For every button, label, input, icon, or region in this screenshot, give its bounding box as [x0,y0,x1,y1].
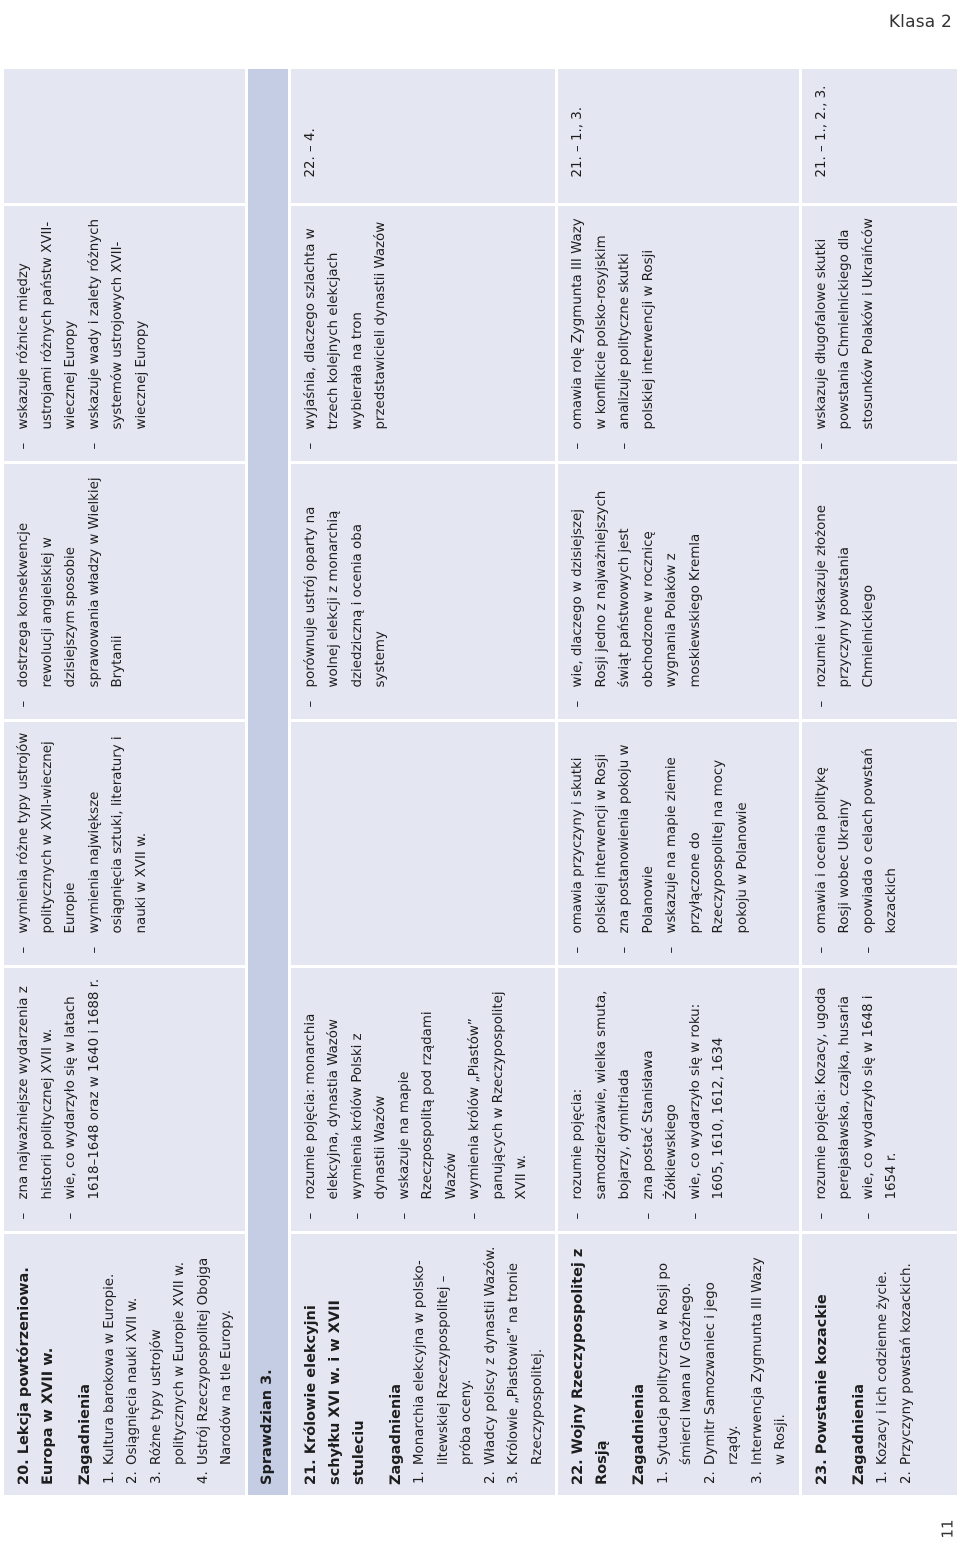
requirement-item: – wie, co wydarzyło się w 1648 i 1654 r. [857,979,904,1222]
requirement-item: – wskazuje na mapie ziemie przyłączone do Rzeczypospolitej na mocy pokoju w Polanowie [660,733,754,956]
requirements-list [810,979,904,1222]
curriculum-table-wrapper [4,68,957,1495]
lesson-title: 21. Królowie elekcyjni schyłku XVI w. i w XVII stuleciu [302,1300,367,1485]
requirement-item: – wie, co wydarzyło się w roku: 1605, 1610, 1612, 1634 [684,979,731,1222]
requirements-list [12,979,106,1222]
zagadnienia-heading: Zagadnienia [387,1383,404,1485]
requirements-list [566,217,660,452]
requirements-list [566,979,731,1222]
zagadnienie-item: 1. Monarchia elekcyjna w polsko-litewskiej Rzeczypospolitej – próba oceny. [408,1245,479,1468]
lesson-row [4,68,246,1495]
requirements-cell-level-1 [4,967,246,1233]
curriculum-table [4,68,957,1495]
zagadnienie-item: 3. Interwencja Zygmunta III Wazy w Rosji. [746,1245,793,1468]
requirements-list [566,733,754,956]
requirement-item: – porównuje ustrój oparty na wolnej elekcji z monarchią dziedziczną i ocenia oba systemy [299,475,393,710]
reference-cell [4,68,246,205]
requirements-cell-level-3 [4,463,246,721]
requirements-list [810,217,881,452]
requirement-item: – wie, co wydarzyło się w latach 1618–1648 oraz w 1640 i 1688 r. [59,979,106,1222]
reference-cell [800,68,957,205]
reference-cell [557,68,801,205]
requirement-item: – opowiada o celach powstań kozackich [857,733,904,956]
zagadnienia-heading: Zagadnienia [631,1383,647,1485]
requirement-item: – zna postanowienia pokoju w Polanowie [613,733,660,956]
requirements-cell-level-3 [557,463,801,721]
zagadnienie-item: 2. Władcy polscy z dynastii Wazów. [479,1245,503,1468]
zagadnienie-item: 3. Różne typy ustrojów politycznych w Europie XVII w. [145,1245,192,1468]
zagadnienia-heading: Zagadnienia [77,1383,93,1485]
zagadnienia-heading: Zagadnienia [850,1383,867,1485]
zagadnienia-list [652,1245,793,1486]
requirement-item: – wie, dlaczego w dzisiejszej Rosji jedno z najważniejszych świąt państwowych jest obchodzone w rocznicę wygnania Polaków z moskiewskiego Kremla [566,475,707,710]
zagadnienie-item: 1. Kultura barokowa w Europie. [98,1245,122,1468]
zagadnienia-list [871,1245,918,1486]
lesson-title: 23. Powstanie kozackie [813,1294,830,1485]
requirements-list [566,475,707,710]
requirement-item: – rozumie pojęcia: monarchia elekcyjna, dynastia Wazów [299,979,346,1222]
lesson-topic-cell [800,1233,957,1495]
zagadnienia-list [98,1245,239,1486]
zagadnienia-list [408,1245,549,1486]
requirements-list [810,733,904,956]
requirement-item: – wskazuje długofalowe skutki powstania Chmielnickiego dla stosunków Polaków i Ukraińców [810,217,881,452]
requirements-cell-level-2 [557,721,801,967]
reference-text: 21. – 1., 2., 3. [813,85,829,178]
requirement-item: – wskazuje różnice między ustrojami różnych państw XVII-wiecznej Europy [12,217,83,452]
requirements-list [810,475,881,710]
requirement-item: – rozumie i wskazuje złożone przyczyny powstania Chmielnickiego [810,475,881,710]
reference-text: 21. – 1., 3. [570,106,585,178]
requirements-cell-level-1 [557,967,801,1233]
requirements-list [12,475,130,710]
requirement-item: – omawia rolę Zygmunta III Wazy w konflikcie polsko-rosyjskim [566,217,613,452]
requirement-item: – wymienia różne typy ustrojów politycznych w XVII-wiecznej Europie [12,733,83,956]
requirements-cell-level-1 [289,967,557,1233]
zagadnienie-item: 2. Osiągnięcia nauki XVII w. [121,1245,145,1468]
requirements-list [299,979,534,1222]
requirement-item: – wyjaśnia, dlaczego szlachta w trzech kolejnych elekcjach wybierała na tron przedstawicieli dynastii Wazów [299,217,393,452]
zagadnienie-item: 3. Królowie „Piastowie” na tronie Rzeczypospolitej. [502,1245,549,1468]
requirement-item: – zna postać Stanisława Żółkiewskiego [637,979,684,1222]
lesson-title: 20. Lekcja powtórzeniowa. Europa w XVII w. [16,1267,56,1485]
sprawdzian-row [246,68,289,1495]
requirements-cell-level-4 [289,205,557,463]
zagadnienie-item: 2. Dymitr Samozwaniec i jego rządy. [699,1245,746,1468]
lesson-topic-cell [289,1233,557,1495]
zagadnienie-item: 1. Kozacy i ich codzienne życie. [871,1245,895,1468]
requirement-item: – wymienia królów „Piastów” panujących w Rzeczypospolitej XVII w. [463,979,534,1222]
requirements-cell-level-4 [4,205,246,463]
class-label: Klasa 2 [888,12,952,32]
requirement-item: – wymienia królów Polski z dynastii Wazów [346,979,393,1222]
curriculum-table-rotated [4,68,957,1495]
requirement-item: – omawia i ocenia politykę Rosji wobec Ukrainy [810,733,857,956]
reference-cell [289,68,557,205]
requirements-list [299,475,393,710]
sprawdzian-label: Sprawdzian 3. [246,68,289,1495]
requirements-list [299,217,393,452]
requirement-item: – rozumie pojęcia: Kozacy, ugoda perejasławska, czajka, husaria [810,979,857,1222]
page-number: 11 [938,1519,957,1539]
reference-text: 22. – 4. [302,128,318,178]
lesson-row [289,68,557,1495]
requirements-cell-level-2 [4,721,246,967]
zagadnienie-item: 4. Ustrój Rzeczypospolitej Obojga Narodów na tle Europy. [192,1245,239,1468]
lesson-row [557,68,801,1495]
zagadnienie-item: 1. Sytuacja polityczna w Rosji po śmierci Iwana IV Groźnego. [652,1245,699,1468]
lesson-title: 22. Wojny Rzeczypospolitej z Rosją [570,1248,610,1485]
requirements-cell-level-2 [800,721,957,967]
requirement-item: – wskazuje na mapie Rzeczpospolitą pod rządami Wazów [393,979,464,1222]
requirements-cell-level-2 [289,721,557,967]
requirements-cell-level-4 [800,205,957,463]
curriculum-table-body [4,68,957,1495]
lesson-row [800,68,957,1495]
requirement-item: – analizuje polityczne skutki polskiej interwencji w Rosji [613,217,660,452]
zagadnienie-item: 2. Przyczyny powstań kozackich. [895,1245,919,1468]
requirements-cell-level-3 [800,463,957,721]
requirements-cell-level-4 [557,205,801,463]
requirement-item: – rozumie pojęcia: samodzierżawie, wielka smuta, bojarzy, dymitriada [566,979,637,1222]
lesson-topic-cell [557,1233,801,1495]
requirement-item: – dostrzega konsekwencje rewolucji angielskiej w dzisiejszym sposobie sprawowania władzy w Wielkiej Brytanii [12,475,130,710]
requirements-cell-level-3 [289,463,557,721]
requirement-item: – wskazuje wady i zalety różnych systemów ustrojowych XVII-wiecznej Europy [83,217,154,452]
requirements-list [12,733,153,956]
requirements-list [12,217,153,452]
requirement-item: – zna najważniejsze wydarzenia z historii politycznej XVII w. [12,979,59,1222]
requirements-cell-level-1 [800,967,957,1233]
requirement-item: – wymienia największe osiągnięcia sztuki, literatury i nauki w XVII w. [83,733,154,956]
requirement-item: – omawia przyczyny i skutki polskiej interwencji w Rosji [566,733,613,956]
lesson-topic-cell [4,1233,246,1495]
